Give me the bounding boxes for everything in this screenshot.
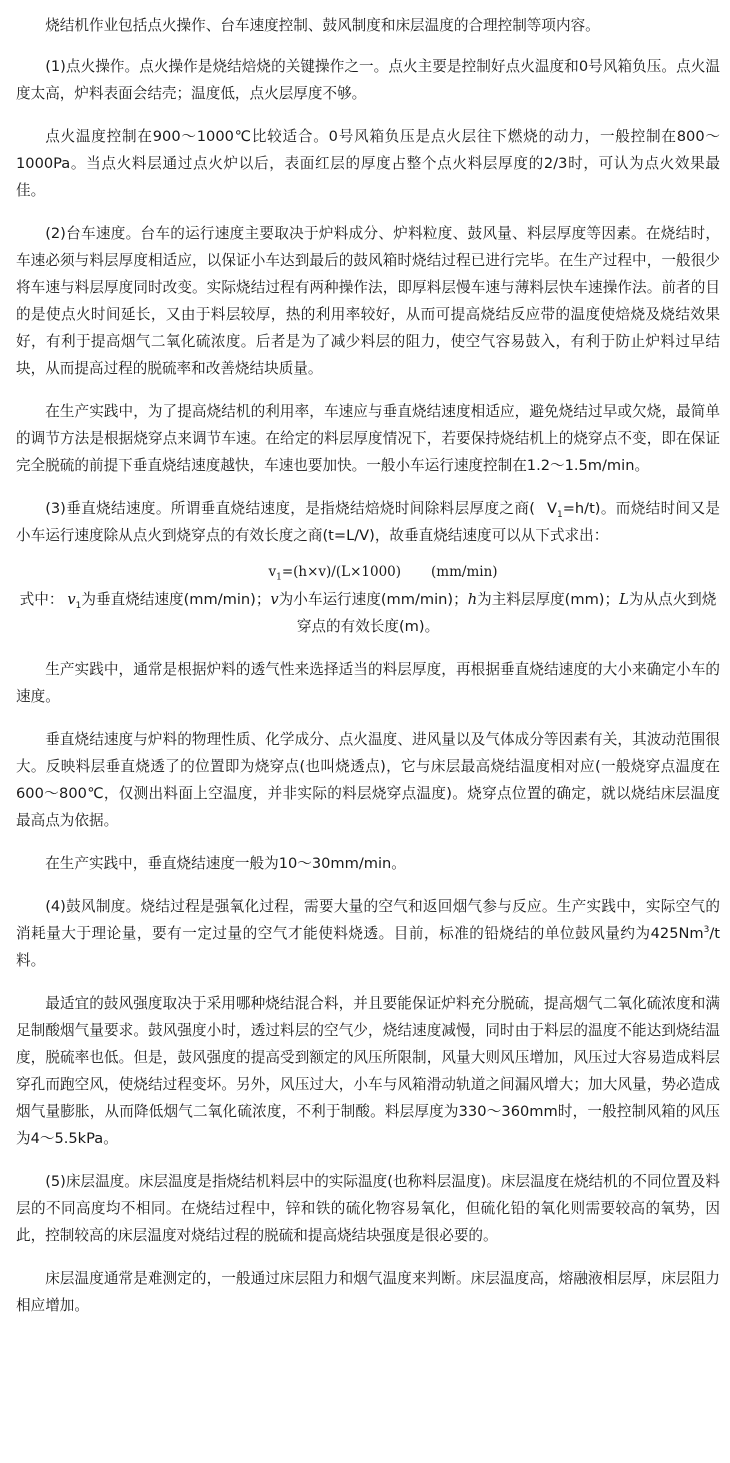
vertical-speed-text-b: =h/t)。而烧结时间又是小车运行速度除从点火到烧穿点的有效长度之商(t=L/V)，故垂直烧结速度可以从下式求出：	[16, 500, 720, 544]
legend-lead: 式中：	[19, 591, 64, 608]
blowing-superscript: 3	[703, 925, 710, 936]
legend-var-h: h	[467, 591, 478, 608]
paragraph-intro: 烧结机作业包括点火操作、台车速度控制、鼓风制度和床层温度的合理控制等项内容。	[45, 17, 600, 34]
legend-var-L: L	[619, 591, 629, 608]
vertical-speed-text-a: (3)垂直烧结速度。所谓垂直烧结速度，是指烧结焙烧时间除料层厚度之商(	[45, 500, 535, 517]
vertical-speed-subscript: 1	[556, 509, 563, 520]
formula-legend	[16, 586, 720, 640]
legend-var-v1-subscript: 1	[75, 600, 82, 611]
paragraph-blowing-regime	[16, 893, 720, 974]
legend-text-1: 为垂直烧结速度(mm/min)；	[81, 591, 271, 608]
formula-symbol: v	[268, 564, 277, 580]
paragraph-burn-through-point: 垂直烧结速度与炉料的物理性质、化学成分、点火温度、进风量以及气体成分等因素有关，其波动范围很大。反映料层垂直烧透了的位置即为烧穿点(也叫烧透点)，它与床层最高烧结温度相对应(一般烧穿点温度在600～800℃，仅测出料面上空温度，并非实际的料层烧穿点温度)。烧穿点位置的确定，就以烧结床层温度最高点为依据。	[16, 731, 720, 829]
document-body	[16, 12, 720, 1335]
legend-var-v1: v	[67, 591, 76, 608]
paragraph-speed-control: 在生产实践中，为了提高烧结机的利用率，车速应与垂直烧结速度相适应，避免烧结过早或欠烧，最简单的调节方法是根据烧穿点来调节车速。在给定的料层厚度情况下，若要保持烧结机上的烧穿点不变，即在保证完全脱硫的前提下垂直烧结速度越快，车速也要加快。一般小车运行速度控制在1.2～1.5m/min。	[16, 403, 720, 474]
paragraph-vertical-sintering-speed	[16, 495, 720, 549]
legend-text-3: 为主料层厚度(mm)；	[477, 591, 620, 608]
blowing-text-b: /t料。	[16, 925, 720, 969]
paragraph-bed-temperature: (5)床层温度。床层温度是指烧结机料层中的实际温度(也称料层温度)。床层温度在烧结机的不同位置及料层的不同高度均不相同。在烧结过程中，锌和铁的硫化物容易氧化，但硫化铅的氧化则需要较高的氧势，因此，控制较高的床层温度对烧结过程的脱硫和提高烧结块强度是很必要的。	[16, 1173, 720, 1244]
formula-unit: (mm/min)	[431, 564, 498, 580]
paragraph-blowing-intensity: 最适宜的鼓风强度取决于采用哪种烧结混合料，并且要能保证炉料充分脱硫，提高烟气二氧化硫浓度和满足制酸烟气量要求。鼓风强度小时，透过料层的空气少，烧结速度减慢，同时由于料层的温度不能达到烧结温度，脱硫率也低。但是，鼓风强度的提高受到额定的风压所限制，风量大则风压增加，风压过大容易造成料层穿孔而跑空风，使烧结过程变坏。另外，风压过大，小车与风箱滑动轨道之间漏风增大；加大风量，势必造成烟气量膨胀，从而降低烟气二氧化硫浓度，不利于制酸。料层厚度为330～360mm时，一般控制风箱的风压为4～5.5kPa。	[16, 995, 720, 1147]
paragraph-bed-temperature-measure: 床层温度通常是难测定的，一般通过床层阻力和烟气温度来判断。床层温度高，熔融液相层厚，床层阻力相应增加。	[16, 1270, 720, 1314]
formula-body: =(h×v)/(L×1000)	[281, 564, 402, 580]
blowing-text-a: (4)鼓风制度。烧结过程是强氧化过程，需要大量的空气和返回烟气参与反应。生产实践中，实际空气的消耗量大于理论量，要有一定过量的空气才能使料烧透。目前，标准的铅烧结的单位鼓风量约为425Nm	[16, 898, 720, 942]
paragraph-ignition: (1)点火操作。点火操作是烧结焙烧的关键操作之一。点火主要是控制好点火温度和0号风箱负压。点火温度太高，炉料表面会结壳；温度低，点火层厚度不够。	[16, 58, 720, 102]
paragraph-practice-speed: 在生产实践中，垂直烧结速度一般为10～30mm/min。	[45, 855, 406, 872]
vertical-speed-symbol: V	[546, 500, 557, 517]
formula-subscript: 1	[276, 572, 282, 583]
legend-text-2: 为小车运行速度(mm/min)；	[278, 591, 468, 608]
legend-text-4: 为从点火到烧穿点的有效长度(m)。	[296, 591, 717, 635]
paragraph-practice-layer: 生产实践中，通常是根据炉料的透气性来选择适当的料层厚度，再根据垂直烧结速度的大小来确定小车的速度。	[16, 661, 720, 705]
paragraph-trolley-speed: (2)台车速度。台车的运行速度主要取决于炉料成分、炉料粒度、鼓风量、料层厚度等因素。在烧结时，车速必须与料层厚度相适应，以保证小车达到最后的鼓风箱时烧结过程已进行完毕。在生产过程中，一般很少将车速与料层厚度同时改变。实际烧结过程有两种操作法，即厚料层慢车速与薄料层快车速操作法。前者的目的是使点火时间延长，又由于料层较厚，热的利用率较好，从而可提高烧结反应带的温度使焙烧及烧结效果好，有利于提高烟气二氧化硫浓度。后者是为了减少料层的阻力，使空气容易鼓入，有利于防止炉料过早结块，从而提高过程的脱硫率和改善烧结块质量。	[16, 225, 720, 377]
paragraph-ignition-temperature: 点火温度控制在900～1000℃比较适合。0号风箱负压是点火层往下燃烧的动力，一般控制在800～1000Pa。当点火料层通过点火炉以后，表面红层的厚度占整个点火料层厚度的2/3时，可认为点火效果最佳。	[16, 128, 720, 199]
formula	[16, 559, 720, 586]
legend-var-v: v	[270, 591, 279, 608]
